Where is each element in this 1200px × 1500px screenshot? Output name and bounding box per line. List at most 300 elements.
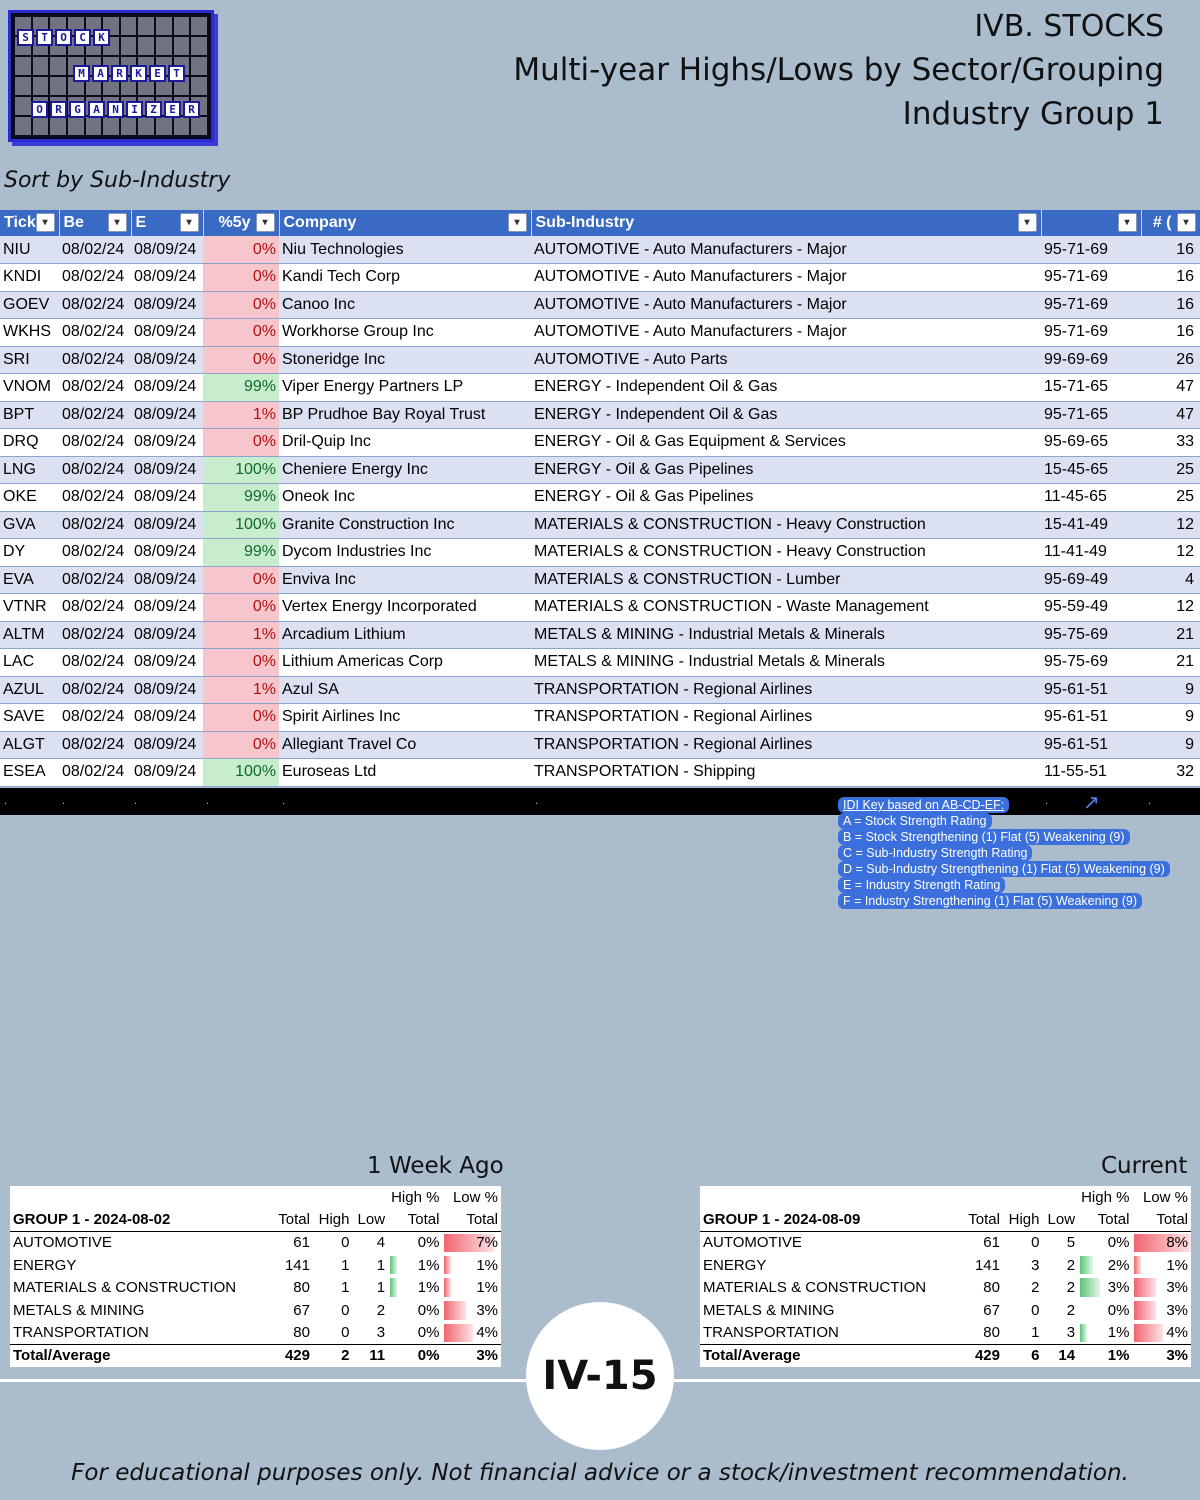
data-bar bbox=[1080, 1324, 1087, 1342]
pct-5y-cell: 0% bbox=[203, 264, 279, 292]
idi-rating-cell: 95-71-69 bbox=[1041, 264, 1141, 292]
count-cell: 33 bbox=[1141, 429, 1200, 457]
summary-row bbox=[700, 1322, 1191, 1345]
logo-letter: G bbox=[69, 101, 86, 118]
pct-5y-cell: 100% bbox=[203, 511, 279, 539]
summary-low-cell: 1 bbox=[376, 1256, 386, 1274]
disclaimer: For educational purposes only. Not financial advice or a stock/investment recommendation. bbox=[71, 1460, 1129, 1486]
logo-cell bbox=[33, 77, 49, 95]
idi-rating-cell: 11-55-51 bbox=[1041, 759, 1141, 787]
summary-pct-value: 0% bbox=[1107, 1301, 1130, 1319]
summary-high-pct-cell bbox=[388, 1254, 442, 1277]
company-cell: Cheniere Energy Inc bbox=[279, 456, 531, 484]
end-date-cell: 08/09/24 bbox=[131, 511, 203, 539]
end-date-cell: 08/09/24 bbox=[131, 236, 203, 264]
summary-low-cell: 2 bbox=[1066, 1256, 1076, 1274]
logo-cell bbox=[121, 117, 137, 135]
sub-industry-cell: MATERIALS & CONSTRUCTION - Heavy Construction bbox=[531, 539, 1041, 567]
ticker-cell: GOEV bbox=[0, 291, 59, 319]
idi-rating-cell: 95-75-69 bbox=[1041, 621, 1141, 649]
count-cell: 16 bbox=[1141, 291, 1200, 319]
end-date-cell: 08/09/24 bbox=[131, 704, 203, 732]
summary-pct-value: 2% bbox=[1107, 1256, 1130, 1274]
company-cell: Spirit Airlines Inc bbox=[279, 704, 531, 732]
idi-key-line: A = Stock Strength Rating bbox=[838, 813, 992, 829]
summary-header-blank bbox=[700, 1186, 948, 1209]
pct-5y-cell: 0% bbox=[203, 649, 279, 677]
summary-pct-value: 3% bbox=[476, 1301, 498, 1319]
summary-column-header: Low bbox=[352, 1209, 388, 1232]
summary-sector-name: METALS & MINING bbox=[703, 1301, 835, 1319]
summary-row bbox=[700, 1254, 1191, 1277]
sub-industry-cell: AUTOMOTIVE - Auto Manufacturers - Major bbox=[531, 236, 1041, 264]
company-cell: Niu Technologies bbox=[279, 236, 531, 264]
filter-dropdown-icon[interactable]: ▾ bbox=[1018, 213, 1037, 232]
count-cell: 16 bbox=[1141, 319, 1200, 347]
count-cell: 25 bbox=[1141, 484, 1200, 512]
table-row[interactable] bbox=[0, 511, 1200, 539]
logo-letter: M bbox=[73, 65, 90, 82]
idi-key-line: D = Sub-Industry Strengthening (1) Flat (5) Weakening (9) bbox=[838, 861, 1170, 877]
ticker-cell: DRQ bbox=[0, 429, 59, 457]
idi-key-line: B = Stock Strengthening (1) Flat (5) Weakening (9) bbox=[838, 829, 1130, 845]
summary-total-cell: 141 bbox=[284, 1256, 310, 1274]
logo-letter: S bbox=[17, 29, 34, 46]
summary-total-cell: 80 bbox=[293, 1324, 310, 1342]
summary-pct-value: 1% bbox=[1166, 1256, 1188, 1274]
summary-total-cell: 141 bbox=[974, 1256, 1000, 1274]
sub-industry-cell: MATERIALS & CONSTRUCTION - Lumber bbox=[531, 566, 1041, 594]
end-date-cell: 08/09/24 bbox=[131, 319, 203, 347]
summary-group-label: GROUP 1 - 2024-08-02 bbox=[10, 1209, 258, 1232]
table-row[interactable] bbox=[0, 621, 1200, 649]
summary-column-header: Low bbox=[1042, 1209, 1078, 1232]
summary-total-cell: 80 bbox=[293, 1279, 310, 1297]
logo-cell bbox=[174, 37, 190, 55]
count-cell: 47 bbox=[1141, 374, 1200, 402]
summary-header-blank bbox=[313, 1186, 352, 1209]
summary-pct-value: 1% bbox=[417, 1279, 440, 1297]
summary-sector-name: MATERIALS & CONSTRUCTION bbox=[13, 1279, 237, 1297]
begin-date-cell: 08/02/24 bbox=[59, 484, 131, 512]
table-row[interactable] bbox=[0, 264, 1200, 292]
logo-cell bbox=[15, 77, 31, 95]
company-cell: Enviva Inc bbox=[279, 566, 531, 594]
idi-rating-cell: 95-71-69 bbox=[1041, 236, 1141, 264]
summary-low-pct-cell bbox=[1132, 1254, 1191, 1277]
summary-pct-value: 4% bbox=[476, 1324, 498, 1342]
idi-rating-cell: 95-61-51 bbox=[1041, 676, 1141, 704]
pct-5y-cell: 99% bbox=[203, 484, 279, 512]
ticker-cell: OKE bbox=[0, 484, 59, 512]
ticker-cell: EVA bbox=[0, 566, 59, 594]
count-cell: 32 bbox=[1141, 759, 1200, 787]
table-row[interactable] bbox=[0, 676, 1200, 704]
idi-rating-cell: 95-69-49 bbox=[1041, 566, 1141, 594]
stock-market-organizer-logo bbox=[8, 10, 214, 142]
ticker-cell: NIU bbox=[0, 236, 59, 264]
logo-letter: T bbox=[168, 65, 185, 82]
column-header[interactable] bbox=[531, 210, 1041, 236]
table-row[interactable] bbox=[0, 484, 1200, 512]
summary-total-high: 6 bbox=[1003, 1344, 1042, 1367]
pct-5y-cell: 0% bbox=[203, 704, 279, 732]
summary-prev-title: 1 Week Ago bbox=[367, 1153, 504, 1179]
sub-industry-cell: TRANSPORTATION - Regional Airlines bbox=[531, 731, 1041, 759]
sub-industry-cell: AUTOMOTIVE - Auto Manufacturers - Major bbox=[531, 291, 1041, 319]
summary-pct-value: 1% bbox=[476, 1279, 498, 1297]
summary-low-pct-cell bbox=[442, 1231, 501, 1254]
summary-low-pct-cell bbox=[442, 1254, 501, 1277]
end-date-cell: 08/09/24 bbox=[131, 621, 203, 649]
summary-high-cell: 1 bbox=[1031, 1324, 1040, 1342]
logo-letter: R bbox=[50, 101, 67, 118]
summary-low-pct-cell bbox=[1132, 1299, 1191, 1322]
summary-low-cell: 1 bbox=[376, 1279, 386, 1297]
summary-total-high-pct: 1% bbox=[1078, 1344, 1132, 1367]
table-footer-bar: . . . . . . . . bbox=[0, 788, 1200, 815]
company-cell: Allegiant Travel Co bbox=[279, 731, 531, 759]
company-cell: BP Prudhoe Bay Royal Trust bbox=[279, 401, 531, 429]
table-row[interactable] bbox=[0, 704, 1200, 732]
column-header[interactable] bbox=[0, 210, 59, 236]
ticker-cell: VTNR bbox=[0, 594, 59, 622]
arrow-icon: ↑ bbox=[1076, 788, 1106, 818]
begin-date-cell: 08/02/24 bbox=[59, 264, 131, 292]
pct-5y-cell: 0% bbox=[203, 236, 279, 264]
sub-industry-cell: ENERGY - Oil & Gas Pipelines bbox=[531, 484, 1041, 512]
summary-header-low-pct: Low % bbox=[452, 1188, 498, 1206]
ticker-cell: SRI bbox=[0, 346, 59, 374]
page-number-badge: IV-15 bbox=[526, 1302, 674, 1450]
logo-cell bbox=[121, 37, 137, 55]
title-block bbox=[513, 6, 1164, 136]
summary-total-cell: 61 bbox=[293, 1234, 310, 1252]
filter-dropdown-icon[interactable]: ▾ bbox=[108, 213, 127, 232]
summary-total-row bbox=[700, 1344, 1191, 1367]
idi-key-tooltip bbox=[838, 797, 1170, 909]
table-row[interactable] bbox=[0, 319, 1200, 347]
idi-rating-cell: 95-71-65 bbox=[1041, 401, 1141, 429]
sub-industry-cell: TRANSPORTATION - Shipping bbox=[531, 759, 1041, 787]
data-bar bbox=[444, 1301, 465, 1320]
table-row[interactable] bbox=[0, 401, 1200, 429]
summary-high-cell: 0 bbox=[341, 1324, 350, 1342]
summary-pct-value: 7% bbox=[476, 1234, 498, 1252]
sub-industry-cell: METALS & MINING - Industrial Metals & Minerals bbox=[531, 621, 1041, 649]
column-header[interactable] bbox=[1041, 210, 1141, 236]
table-row[interactable] bbox=[0, 566, 1200, 594]
ticker-cell: KNDI bbox=[0, 264, 59, 292]
end-date-cell: 08/09/24 bbox=[131, 676, 203, 704]
company-cell: Euroseas Ltd bbox=[279, 759, 531, 787]
pct-5y-cell: 100% bbox=[203, 759, 279, 787]
summary-high-pct-cell bbox=[388, 1231, 442, 1254]
logo-cell bbox=[33, 117, 49, 135]
summary-high-cell: 0 bbox=[1031, 1301, 1040, 1319]
begin-date-cell: 08/02/24 bbox=[59, 429, 131, 457]
table-row[interactable] bbox=[0, 236, 1200, 264]
pct-5y-cell: 100% bbox=[203, 456, 279, 484]
sub-industry-cell: ENERGY - Independent Oil & Gas bbox=[531, 401, 1041, 429]
idi-rating-cell: 95-61-51 bbox=[1041, 731, 1141, 759]
summary-row bbox=[700, 1276, 1191, 1299]
column-header-label: E bbox=[135, 214, 147, 231]
summary-low-cell: 3 bbox=[376, 1324, 386, 1342]
summary-total-total: 429 bbox=[258, 1344, 313, 1367]
count-cell: 26 bbox=[1141, 346, 1200, 374]
pct-5y-cell: 0% bbox=[203, 566, 279, 594]
summary-row bbox=[10, 1231, 501, 1254]
idi-key-line: C = Sub-Industry Strength Rating bbox=[838, 845, 1032, 861]
summary-header-top bbox=[700, 1186, 1191, 1209]
table-row[interactable] bbox=[0, 759, 1200, 787]
begin-date-cell: 08/02/24 bbox=[59, 594, 131, 622]
logo-cell bbox=[191, 117, 207, 135]
logo-letter: R bbox=[183, 101, 200, 118]
begin-date-cell: 08/02/24 bbox=[59, 401, 131, 429]
logo-cell bbox=[191, 37, 207, 55]
filter-dropdown-icon[interactable]: ▾ bbox=[508, 213, 527, 232]
summary-total-row bbox=[10, 1344, 501, 1367]
summary-total-cell: 67 bbox=[983, 1301, 1000, 1319]
end-date-cell: 08/09/24 bbox=[131, 429, 203, 457]
column-header-label: %5y bbox=[218, 214, 251, 231]
begin-date-cell: 08/02/24 bbox=[59, 236, 131, 264]
logo-letter: N bbox=[107, 101, 124, 118]
logo-cell bbox=[86, 117, 102, 135]
idi-rating-cell: 15-45-65 bbox=[1041, 456, 1141, 484]
summary-column-header: High bbox=[1003, 1209, 1042, 1232]
data-bar bbox=[1080, 1278, 1100, 1297]
count-cell: 21 bbox=[1141, 621, 1200, 649]
summary-sector-name: TRANSPORTATION bbox=[703, 1324, 839, 1342]
logo-cell bbox=[191, 57, 207, 75]
pct-5y-cell: 0% bbox=[203, 346, 279, 374]
begin-date-cell: 08/02/24 bbox=[59, 566, 131, 594]
summary-column-header: Total bbox=[948, 1209, 1003, 1232]
company-cell: Stoneridge Inc bbox=[279, 346, 531, 374]
table-row[interactable] bbox=[0, 456, 1200, 484]
count-cell: 12 bbox=[1141, 539, 1200, 567]
table-row[interactable] bbox=[0, 374, 1200, 402]
column-header[interactable] bbox=[1141, 210, 1200, 236]
company-cell: Dril-Quip Inc bbox=[279, 429, 531, 457]
data-bar bbox=[1134, 1278, 1155, 1297]
logo-cell bbox=[138, 117, 154, 135]
pct-5y-cell: 1% bbox=[203, 621, 279, 649]
column-header[interactable] bbox=[59, 210, 131, 236]
logo-cell bbox=[50, 117, 66, 135]
idi-rating-cell: 15-71-65 bbox=[1041, 374, 1141, 402]
summary-header-row bbox=[10, 1209, 501, 1232]
summary-header-blank bbox=[352, 1186, 388, 1209]
summary-high-pct-cell bbox=[1078, 1276, 1132, 1299]
summary-high-pct-cell bbox=[1078, 1322, 1132, 1345]
summary-header-high-pct: High % bbox=[391, 1188, 440, 1206]
table-row[interactable] bbox=[0, 429, 1200, 457]
summary-low-cell: 2 bbox=[1066, 1279, 1076, 1297]
filter-dropdown-icon[interactable]: ▾ bbox=[1177, 213, 1196, 232]
summary-high-cell: 0 bbox=[341, 1301, 350, 1319]
summary-total-high: 2 bbox=[313, 1344, 352, 1367]
logo-word-organizer bbox=[31, 101, 200, 118]
filter-dropdown-icon[interactable]: ▾ bbox=[256, 213, 275, 232]
table-row[interactable] bbox=[0, 649, 1200, 677]
idi-rating-cell: 95-69-65 bbox=[1041, 429, 1141, 457]
summary-sector-name: TRANSPORTATION bbox=[13, 1324, 149, 1342]
summary-total-total: 429 bbox=[948, 1344, 1003, 1367]
idi-rating-cell: 95-71-69 bbox=[1041, 291, 1141, 319]
ticker-cell: LAC bbox=[0, 649, 59, 677]
end-date-cell: 08/09/24 bbox=[131, 374, 203, 402]
company-cell: Kandi Tech Corp bbox=[279, 264, 531, 292]
column-header[interactable] bbox=[131, 210, 203, 236]
summary-high-pct-cell bbox=[388, 1322, 442, 1345]
idi-rating-cell: 15-41-49 bbox=[1041, 511, 1141, 539]
summary-total-cell: 61 bbox=[983, 1234, 1000, 1252]
begin-date-cell: 08/02/24 bbox=[59, 291, 131, 319]
summary-row bbox=[10, 1299, 501, 1322]
summary-total-low: 14 bbox=[1042, 1344, 1078, 1367]
page-title: IVB. STOCKS bbox=[974, 9, 1164, 44]
summary-low-pct-cell bbox=[1132, 1276, 1191, 1299]
column-header-label: Be bbox=[63, 214, 84, 231]
summary-sector-name: ENERGY bbox=[13, 1256, 77, 1274]
summary-sector-name: MATERIALS & CONSTRUCTION bbox=[703, 1279, 927, 1297]
filter-dropdown-icon[interactable]: ▾ bbox=[1118, 213, 1137, 232]
sub-industry-cell: ENERGY - Independent Oil & Gas bbox=[531, 374, 1041, 402]
ticker-cell: SAVE bbox=[0, 704, 59, 732]
summary-low-pct-cell bbox=[442, 1322, 501, 1345]
end-date-cell: 08/09/24 bbox=[131, 566, 203, 594]
column-header-label: Company bbox=[283, 214, 357, 231]
end-date-cell: 08/09/24 bbox=[131, 594, 203, 622]
begin-date-cell: 08/02/24 bbox=[59, 731, 131, 759]
summary-prev-table bbox=[10, 1186, 501, 1367]
filter-dropdown-icon[interactable]: ▾ bbox=[36, 213, 55, 232]
logo-cell bbox=[156, 117, 172, 135]
end-date-cell: 08/09/24 bbox=[131, 539, 203, 567]
summary-pct-value: 1% bbox=[417, 1256, 440, 1274]
data-bar bbox=[1080, 1256, 1093, 1275]
count-cell: 25 bbox=[1141, 456, 1200, 484]
logo-cell bbox=[50, 77, 66, 95]
filter-dropdown-icon[interactable]: ▾ bbox=[180, 213, 199, 232]
ticker-cell: AZUL bbox=[0, 676, 59, 704]
ticker-cell: ALGT bbox=[0, 731, 59, 759]
begin-date-cell: 08/02/24 bbox=[59, 676, 131, 704]
table-row[interactable] bbox=[0, 731, 1200, 759]
logo-letter: E bbox=[149, 65, 166, 82]
count-cell: 9 bbox=[1141, 731, 1200, 759]
logo-cell bbox=[138, 37, 154, 55]
company-cell: Viper Energy Partners LP bbox=[279, 374, 531, 402]
column-header[interactable] bbox=[279, 210, 531, 236]
summary-total-cell: 80 bbox=[983, 1324, 1000, 1342]
summary-group-label: GROUP 1 - 2024-08-09 bbox=[700, 1209, 948, 1232]
count-cell: 16 bbox=[1141, 264, 1200, 292]
table-row[interactable] bbox=[0, 346, 1200, 374]
summary-pct-value: 4% bbox=[1166, 1324, 1188, 1342]
logo-letter: A bbox=[88, 101, 105, 118]
summary-total-label: Total/Average bbox=[10, 1344, 258, 1367]
logo-cell bbox=[15, 57, 31, 75]
begin-date-cell: 08/02/24 bbox=[59, 704, 131, 732]
summary-low-cell: 2 bbox=[1066, 1301, 1076, 1319]
summary-low-cell: 4 bbox=[376, 1234, 386, 1252]
summary-column-header: Total bbox=[258, 1209, 313, 1232]
pct-5y-cell: 1% bbox=[203, 401, 279, 429]
idi-rating-cell: 11-41-49 bbox=[1041, 539, 1141, 567]
summary-header-blank bbox=[948, 1186, 1003, 1209]
ticker-cell: LNG bbox=[0, 456, 59, 484]
summary-pct-value: 3% bbox=[1107, 1279, 1130, 1297]
column-header[interactable] bbox=[203, 210, 279, 236]
pct-5y-cell: 99% bbox=[203, 539, 279, 567]
summary-header-blank bbox=[10, 1186, 258, 1209]
summary-column-header: High bbox=[313, 1209, 352, 1232]
summary-total-cell: 80 bbox=[983, 1279, 1000, 1297]
column-header-label: Tick bbox=[4, 214, 36, 231]
logo-letter: E bbox=[164, 101, 181, 118]
table-row[interactable] bbox=[0, 539, 1200, 567]
company-cell: Arcadium Lithium bbox=[279, 621, 531, 649]
summary-sector-name: ENERGY bbox=[703, 1256, 767, 1274]
pct-5y-cell: 0% bbox=[203, 291, 279, 319]
summary-low-pct-cell bbox=[442, 1299, 501, 1322]
summary-sector-name: AUTOMOTIVE bbox=[703, 1234, 802, 1252]
idi-rating-cell: 11-45-65 bbox=[1041, 484, 1141, 512]
count-cell: 12 bbox=[1141, 511, 1200, 539]
idi-key-heading: IDI Key based on AB-CD-EF: bbox=[838, 797, 1009, 813]
company-cell: Canoo Inc bbox=[279, 291, 531, 319]
logo-cell bbox=[174, 17, 190, 35]
summary-header-high-pct: High % bbox=[1081, 1188, 1130, 1206]
pct-5y-cell: 1% bbox=[203, 676, 279, 704]
table-row[interactable] bbox=[0, 594, 1200, 622]
page-subtitle: Multi-year Highs/Lows by Sector/Grouping bbox=[513, 52, 1164, 88]
summary-low-cell: 3 bbox=[1066, 1324, 1076, 1342]
ticker-cell: ESEA bbox=[0, 759, 59, 787]
summary-low-pct-cell bbox=[442, 1276, 501, 1299]
summary-total-cell: 67 bbox=[293, 1301, 310, 1319]
logo-cell bbox=[121, 17, 137, 35]
end-date-cell: 08/09/24 bbox=[131, 346, 203, 374]
count-cell: 21 bbox=[1141, 649, 1200, 677]
data-bar bbox=[1134, 1301, 1155, 1320]
sub-industry-cell: MATERIALS & CONSTRUCTION - Waste Management bbox=[531, 594, 1041, 622]
table-header-row bbox=[0, 210, 1200, 236]
end-date-cell: 08/09/24 bbox=[131, 484, 203, 512]
summary-row bbox=[10, 1276, 501, 1299]
company-cell: Dycom Industries Inc bbox=[279, 539, 531, 567]
idi-rating-cell: 95-71-69 bbox=[1041, 319, 1141, 347]
logo-letter: K bbox=[93, 29, 110, 46]
sub-industry-cell: AUTOMOTIVE - Auto Parts bbox=[531, 346, 1041, 374]
summary-high-cell: 1 bbox=[341, 1279, 350, 1297]
table-row[interactable] bbox=[0, 291, 1200, 319]
summary-pct-value: 3% bbox=[1166, 1279, 1188, 1297]
summary-total-low: 11 bbox=[352, 1344, 388, 1367]
sub-industry-cell: ENERGY - Oil & Gas Pipelines bbox=[531, 456, 1041, 484]
divider-left bbox=[0, 1379, 526, 1382]
summary-high-cell: 0 bbox=[341, 1234, 350, 1252]
summary-column-header: Total bbox=[1132, 1209, 1191, 1232]
summary-high-pct-cell bbox=[388, 1276, 442, 1299]
data-bar bbox=[390, 1278, 397, 1297]
count-cell: 16 bbox=[1141, 236, 1200, 264]
